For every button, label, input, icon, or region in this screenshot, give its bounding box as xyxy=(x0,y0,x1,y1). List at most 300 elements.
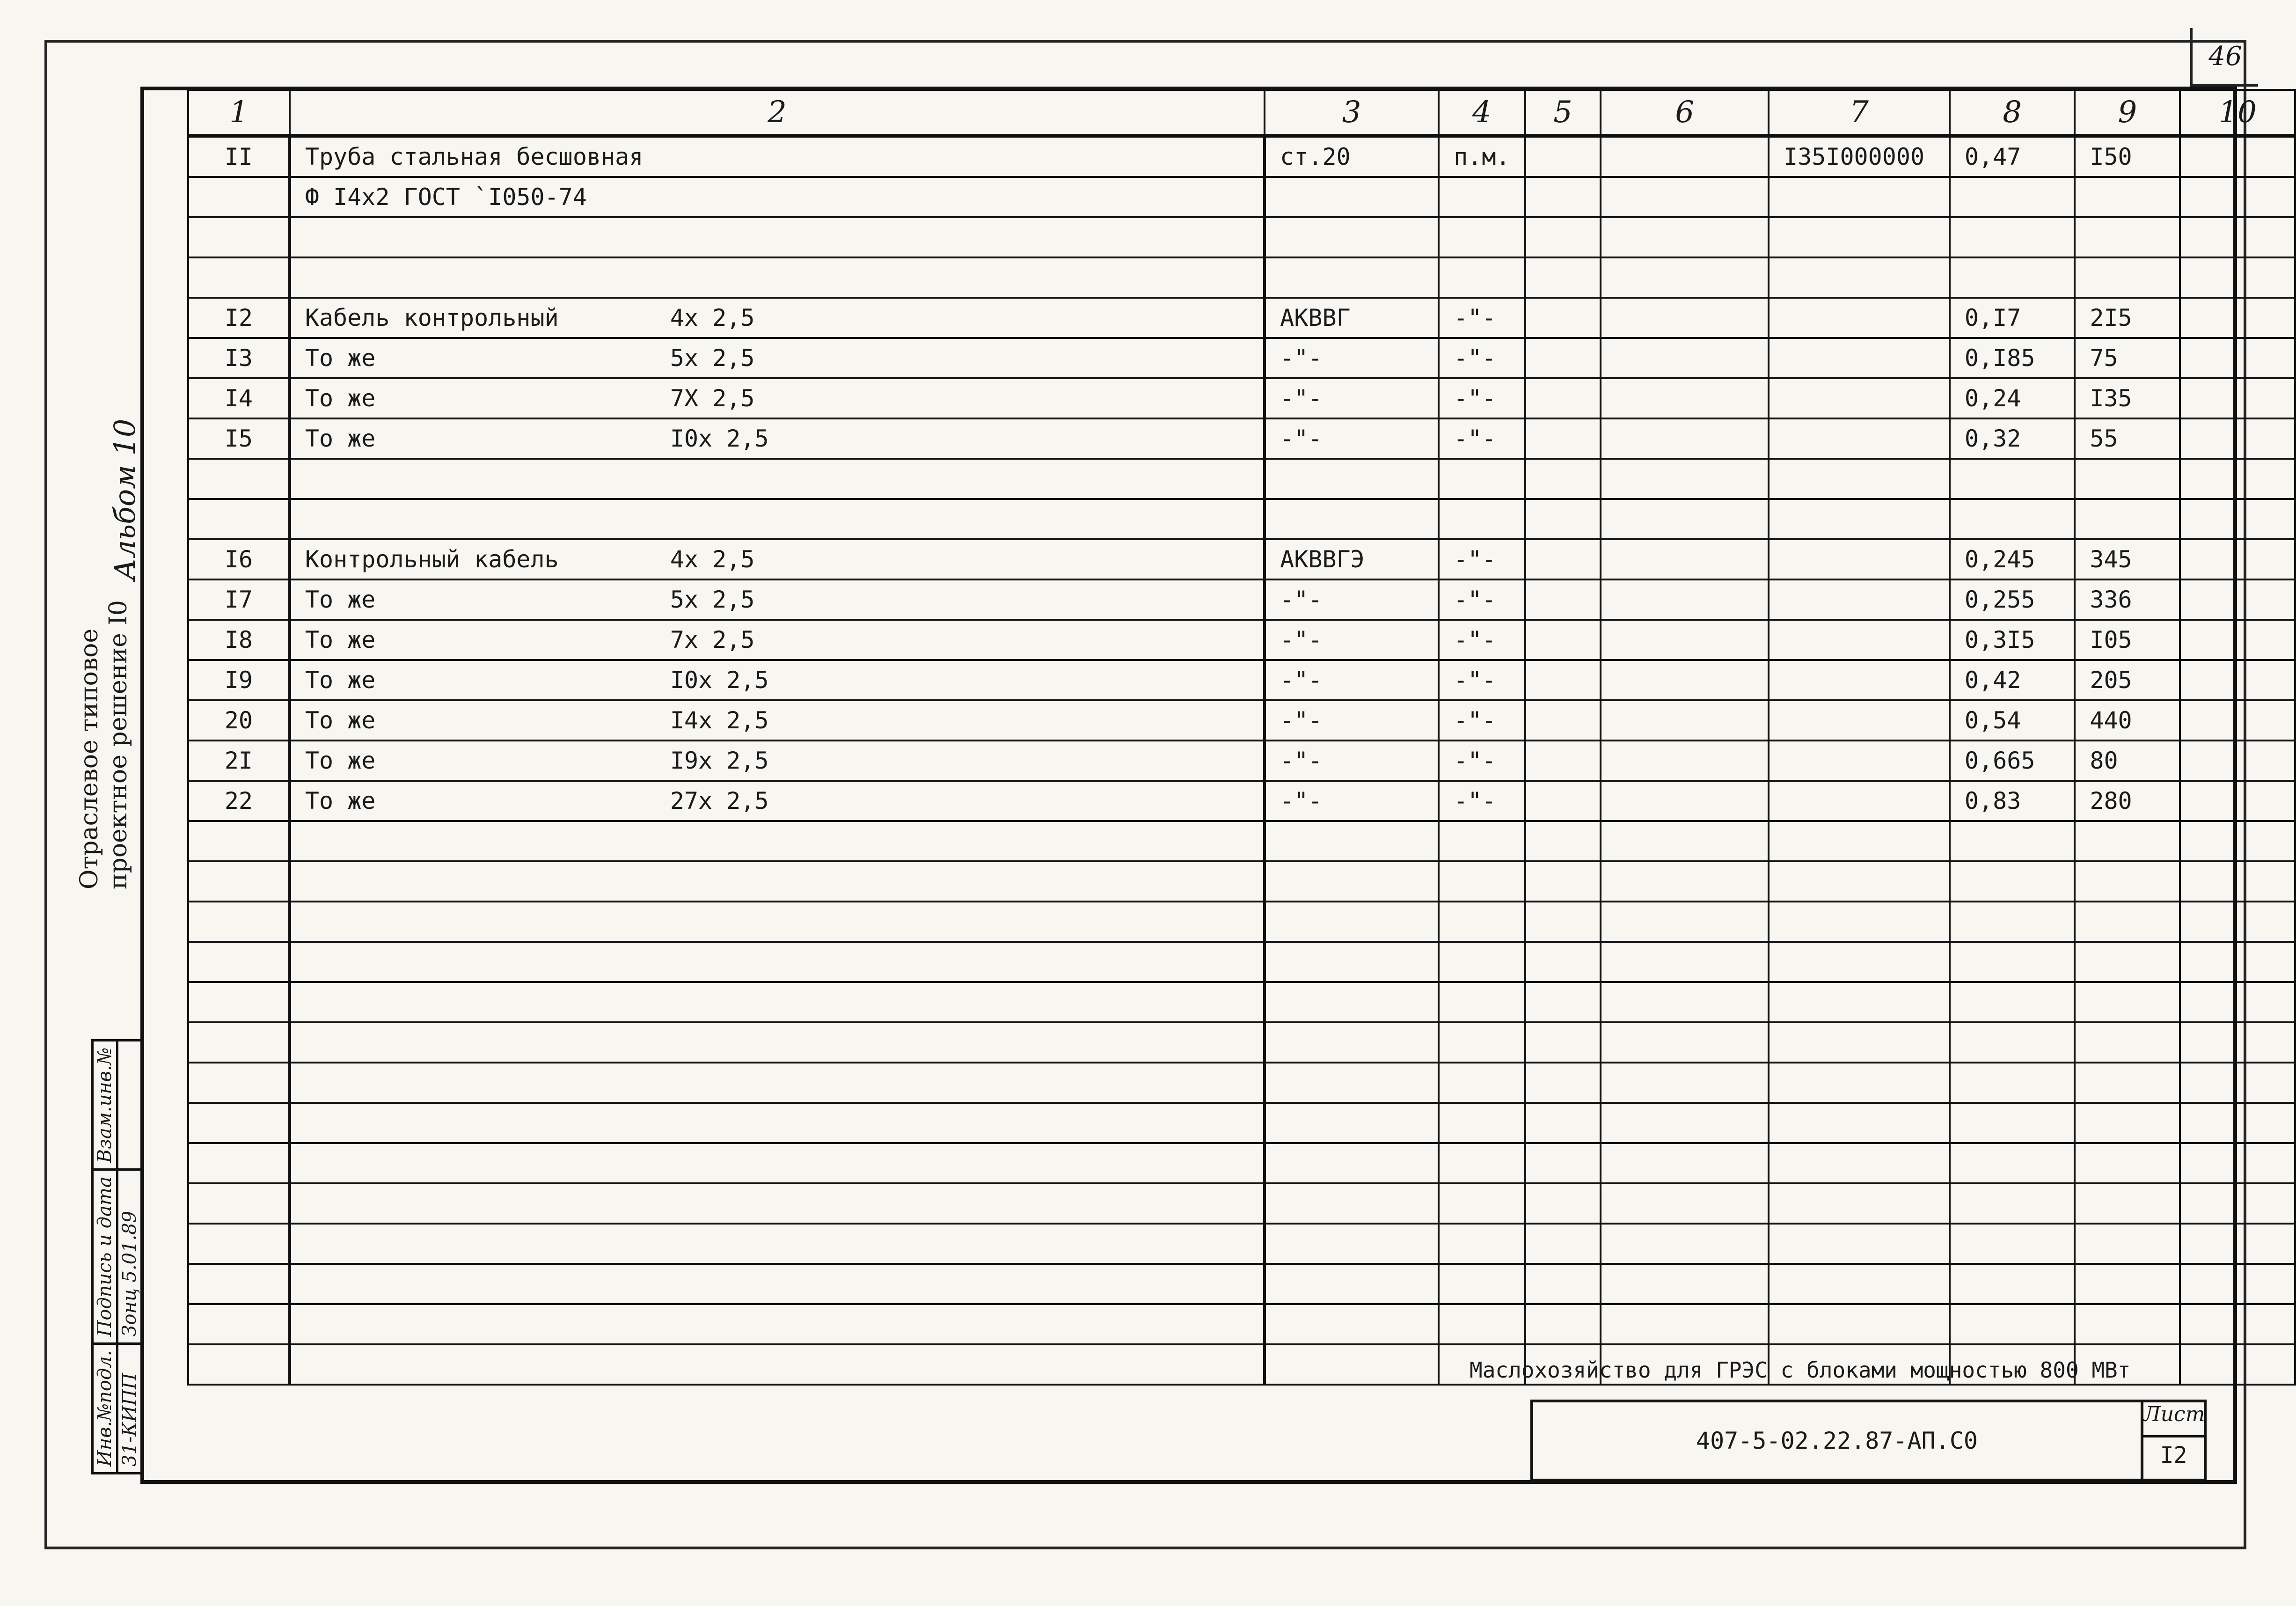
product-code xyxy=(1769,539,1950,579)
col-header-2: 2 xyxy=(290,90,1265,136)
empty-cell xyxy=(1769,821,1950,861)
empty-cell xyxy=(2075,1022,2180,1063)
unit xyxy=(1439,459,1525,499)
empty-cell xyxy=(2180,821,2295,861)
item-name: Труба стальная бесшовная xyxy=(305,143,643,170)
item-name: Кабель контрольный xyxy=(305,304,559,331)
item-name-cell xyxy=(290,620,1265,660)
unit: -"- xyxy=(1439,378,1525,418)
material-mark: ст.20 xyxy=(1265,136,1439,177)
product-code xyxy=(1769,459,1950,499)
column-5 xyxy=(1525,579,1601,620)
empty-cell xyxy=(1601,861,1769,902)
empty-cell xyxy=(188,902,290,942)
product-code xyxy=(1769,177,1950,217)
empty-cell xyxy=(2075,1224,2180,1264)
empty-cell xyxy=(1601,1304,1769,1344)
table-row xyxy=(188,257,2295,298)
item-size: 4x 2,5 xyxy=(670,304,755,331)
empty-cell xyxy=(1439,942,1525,982)
column-5 xyxy=(1525,781,1601,821)
unit xyxy=(1439,177,1525,217)
unit: -"- xyxy=(1439,620,1525,660)
row-number: II xyxy=(188,136,290,177)
material-mark: -"- xyxy=(1265,378,1439,418)
empty-cell xyxy=(2180,942,2295,982)
quantity: 55 xyxy=(2075,418,2180,459)
table-row xyxy=(188,620,2295,660)
empty-cell xyxy=(1265,1264,1439,1304)
empty-cell xyxy=(1769,982,1950,1022)
empty-cell xyxy=(1525,821,1601,861)
unit: -"- xyxy=(1439,741,1525,781)
sheet-number-box xyxy=(2143,1400,2207,1481)
empty-table-row xyxy=(188,1304,2295,1344)
quantity: I05 xyxy=(2075,620,2180,660)
product-code xyxy=(1769,660,1950,700)
empty-cell xyxy=(188,982,290,1022)
empty-cell xyxy=(1265,982,1439,1022)
item-size: I4x 2,5 xyxy=(670,707,769,734)
empty-cell xyxy=(1950,902,2075,942)
material-mark: -"- xyxy=(1265,660,1439,700)
empty-cell xyxy=(1950,982,2075,1022)
item-name: Ф I4x2 ГОСТ `I050-74 xyxy=(305,183,587,211)
empty-cell xyxy=(188,861,290,902)
column-6 xyxy=(1601,620,1769,660)
product-code: I35I000000 xyxy=(1769,136,1950,177)
quantity: 336 xyxy=(2075,579,2180,620)
column-6 xyxy=(1601,298,1769,338)
stamp-replace-label: Взам.инв.№ xyxy=(93,1041,117,1170)
empty-cell xyxy=(290,1183,1265,1224)
empty-cell xyxy=(1525,1143,1601,1183)
column-10 xyxy=(2180,378,2295,418)
empty-cell xyxy=(1769,1224,1950,1264)
empty-cell xyxy=(1525,942,1601,982)
quantity xyxy=(2075,177,2180,217)
row-number: I8 xyxy=(188,620,290,660)
empty-cell xyxy=(2180,1183,2295,1224)
unit-mass xyxy=(1950,499,2075,539)
empty-cell xyxy=(2075,1264,2180,1304)
empty-cell xyxy=(1439,821,1525,861)
item-name: То же xyxy=(305,667,376,694)
column-6 xyxy=(1601,177,1769,217)
empty-cell xyxy=(2180,1103,2295,1143)
table-row xyxy=(188,539,2295,579)
product-code xyxy=(1769,741,1950,781)
quantity: 345 xyxy=(2075,539,2180,579)
unit-mass: 0,54 xyxy=(1950,700,2075,741)
unit: -"- xyxy=(1439,418,1525,459)
empty-table-row xyxy=(188,1224,2295,1264)
empty-cell xyxy=(290,1103,1265,1143)
unit: -"- xyxy=(1439,298,1525,338)
unit xyxy=(1439,217,1525,257)
empty-cell xyxy=(1525,1264,1601,1304)
row-number: 2I xyxy=(188,741,290,781)
material-mark xyxy=(1265,257,1439,298)
column-10 xyxy=(2180,177,2295,217)
column-6 xyxy=(1601,459,1769,499)
unit-mass xyxy=(1950,217,2075,257)
table-row xyxy=(188,499,2295,539)
empty-cell xyxy=(1265,942,1439,982)
unit-mass xyxy=(1950,257,2075,298)
row-number: I5 xyxy=(188,418,290,459)
unit: -"- xyxy=(1439,781,1525,821)
empty-cell xyxy=(2075,1063,2180,1103)
empty-cell xyxy=(188,1103,290,1143)
unit xyxy=(1439,257,1525,298)
column-10 xyxy=(2180,700,2295,741)
empty-cell xyxy=(1525,1304,1601,1344)
empty-table-row xyxy=(188,1103,2295,1143)
empty-cell xyxy=(2180,1344,2295,1385)
specification-table xyxy=(187,89,2296,1386)
empty-cell xyxy=(1769,1022,1950,1063)
empty-cell xyxy=(1439,1183,1525,1224)
column-5 xyxy=(1525,459,1601,499)
unit-mass: 0,255 xyxy=(1950,579,2075,620)
product-code xyxy=(1769,217,1950,257)
material-mark xyxy=(1265,459,1439,499)
empty-cell xyxy=(1769,1183,1950,1224)
side-title-line2: проектное решение I0 xyxy=(104,600,132,889)
empty-cell xyxy=(2075,1183,2180,1224)
unit-mass: 0,24 xyxy=(1950,378,2075,418)
table-row xyxy=(188,136,2295,177)
table-row xyxy=(188,700,2295,741)
item-name-wrap xyxy=(305,546,1249,573)
column-10 xyxy=(2180,418,2295,459)
empty-cell xyxy=(1525,1022,1601,1063)
empty-cell xyxy=(290,982,1265,1022)
column-6 xyxy=(1601,781,1769,821)
col-header-3: 3 xyxy=(1265,90,1439,136)
empty-cell xyxy=(188,1022,290,1063)
empty-cell xyxy=(290,1143,1265,1183)
empty-cell xyxy=(1439,982,1525,1022)
empty-cell xyxy=(2180,861,2295,902)
empty-cell xyxy=(290,942,1265,982)
item-size: I0x 2,5 xyxy=(670,425,769,452)
unit: -"- xyxy=(1439,338,1525,378)
col-header-4: 4 xyxy=(1439,90,1525,136)
empty-cell xyxy=(1439,1224,1525,1264)
table-row xyxy=(188,579,2295,620)
empty-cell xyxy=(188,1224,290,1264)
stamp-sign-value: Зонц 5.01.89 xyxy=(117,1170,142,1343)
unit-mass: 0,I7 xyxy=(1950,298,2075,338)
column-10 xyxy=(2180,257,2295,298)
empty-cell xyxy=(1769,1264,1950,1304)
item-name-cell xyxy=(290,378,1265,418)
table-row xyxy=(188,217,2295,257)
unit: -"- xyxy=(1439,579,1525,620)
empty-cell xyxy=(2075,982,2180,1022)
item-name: То же xyxy=(305,747,376,774)
empty-cell xyxy=(290,1344,1265,1385)
column-6 xyxy=(1601,217,1769,257)
column-5 xyxy=(1525,700,1601,741)
column-5 xyxy=(1525,257,1601,298)
side-title-line1: Отраслевое типовое xyxy=(75,628,103,889)
stamp-replace-value xyxy=(117,1041,142,1170)
empty-cell xyxy=(1769,1103,1950,1143)
row-number xyxy=(188,257,290,298)
material-mark xyxy=(1265,177,1439,217)
material-mark: -"- xyxy=(1265,620,1439,660)
column-5 xyxy=(1525,741,1601,781)
stamp-sign-label: Подпись и дата xyxy=(93,1170,117,1343)
item-name-cell xyxy=(290,741,1265,781)
empty-cell xyxy=(1950,1143,2075,1183)
empty-cell xyxy=(2075,902,2180,942)
empty-cell xyxy=(290,902,1265,942)
column-5 xyxy=(1525,136,1601,177)
row-number: I4 xyxy=(188,378,290,418)
empty-table-row xyxy=(188,861,2295,902)
empty-table-row xyxy=(188,1183,2295,1224)
unit: -"- xyxy=(1439,539,1525,579)
column-6 xyxy=(1601,499,1769,539)
column-10 xyxy=(2180,741,2295,781)
row-number xyxy=(188,459,290,499)
item-name-cell xyxy=(290,660,1265,700)
product-code xyxy=(1769,338,1950,378)
row-number xyxy=(188,499,290,539)
column-5 xyxy=(1525,338,1601,378)
item-name-wrap xyxy=(305,586,1249,613)
empty-cell xyxy=(290,1063,1265,1103)
item-name-cell xyxy=(290,418,1265,459)
empty-cell xyxy=(2075,942,2180,982)
col-header-9: 9 xyxy=(2075,90,2180,136)
item-size: I0x 2,5 xyxy=(670,667,769,694)
material-mark: -"- xyxy=(1265,781,1439,821)
row-number: 22 xyxy=(188,781,290,821)
column-6 xyxy=(1601,741,1769,781)
empty-cell xyxy=(2180,902,2295,942)
col-header-6: 6 xyxy=(1601,90,1769,136)
product-code xyxy=(1769,579,1950,620)
unit: -"- xyxy=(1439,660,1525,700)
item-size: I9x 2,5 xyxy=(670,747,769,774)
approval-stamp xyxy=(91,1039,143,1474)
empty-cell xyxy=(1601,1063,1769,1103)
column-5 xyxy=(1525,499,1601,539)
table-row xyxy=(188,660,2295,700)
column-6 xyxy=(1601,257,1769,298)
empty-cell xyxy=(1439,861,1525,902)
col-header-10: 10 xyxy=(2180,90,2295,136)
column-10 xyxy=(2180,136,2295,177)
product-code xyxy=(1769,418,1950,459)
empty-cell xyxy=(290,1264,1265,1304)
material-mark: -"- xyxy=(1265,338,1439,378)
empty-cell xyxy=(1265,902,1439,942)
material-mark: -"- xyxy=(1265,418,1439,459)
product-code xyxy=(1769,257,1950,298)
stamp-inv-label: Инв.№подл. xyxy=(93,1343,117,1473)
empty-cell xyxy=(188,1143,290,1183)
item-name: То же xyxy=(305,626,376,653)
unit-mass xyxy=(1950,177,2075,217)
empty-cell xyxy=(1265,1304,1439,1344)
table-row xyxy=(188,338,2295,378)
empty-cell xyxy=(1950,1183,2075,1224)
column-5 xyxy=(1525,378,1601,418)
item-name-wrap xyxy=(305,626,1249,653)
column-6 xyxy=(1601,700,1769,741)
table-row xyxy=(188,741,2295,781)
item-name-cell xyxy=(290,217,1265,257)
item-name-cell xyxy=(290,499,1265,539)
product-code xyxy=(1769,620,1950,660)
empty-cell xyxy=(1601,942,1769,982)
quantity xyxy=(2075,217,2180,257)
row-number xyxy=(188,217,290,257)
column-5 xyxy=(1525,298,1601,338)
column-10 xyxy=(2180,459,2295,499)
empty-cell xyxy=(1265,1143,1439,1183)
empty-cell xyxy=(290,1022,1265,1063)
product-code xyxy=(1769,781,1950,821)
column-6 xyxy=(1601,136,1769,177)
table-row xyxy=(188,378,2295,418)
empty-cell xyxy=(1265,1022,1439,1063)
unit xyxy=(1439,499,1525,539)
product-code xyxy=(1769,298,1950,338)
empty-cell xyxy=(1601,1264,1769,1304)
empty-cell xyxy=(290,1304,1265,1344)
quantity xyxy=(2075,499,2180,539)
quantity: I35 xyxy=(2075,378,2180,418)
column-6 xyxy=(1601,579,1769,620)
item-name-cell xyxy=(290,257,1265,298)
col-header-7: 7 xyxy=(1769,90,1950,136)
product-code xyxy=(1769,499,1950,539)
item-name: То же xyxy=(305,385,376,412)
item-name-wrap xyxy=(305,304,1249,331)
item-name-wrap xyxy=(305,143,1249,170)
empty-cell xyxy=(1601,1183,1769,1224)
column-5 xyxy=(1525,539,1601,579)
item-size: 5x 2,5 xyxy=(670,586,755,613)
empty-cell xyxy=(1950,1103,2075,1143)
column-6 xyxy=(1601,539,1769,579)
product-code xyxy=(1769,700,1950,741)
sheet-label: Лист xyxy=(2143,1402,2204,1437)
column-10 xyxy=(2180,579,2295,620)
item-name: То же xyxy=(305,707,376,734)
empty-cell xyxy=(2180,982,2295,1022)
row-number: 20 xyxy=(188,700,290,741)
column-10 xyxy=(2180,620,2295,660)
table-row xyxy=(188,459,2295,499)
item-name-wrap xyxy=(305,787,1249,814)
table-row xyxy=(188,781,2295,821)
material-mark: АКВВГ xyxy=(1265,298,1439,338)
empty-cell xyxy=(1265,1183,1439,1224)
row-number: I2 xyxy=(188,298,290,338)
empty-cell xyxy=(2075,1103,2180,1143)
empty-cell xyxy=(2075,1143,2180,1183)
table-row xyxy=(188,298,2295,338)
empty-cell xyxy=(2180,1063,2295,1103)
empty-cell xyxy=(1439,1143,1525,1183)
empty-cell xyxy=(1769,861,1950,902)
empty-cell xyxy=(1265,861,1439,902)
empty-cell xyxy=(2075,821,2180,861)
product-code xyxy=(1769,378,1950,418)
item-name-cell xyxy=(290,459,1265,499)
quantity xyxy=(2075,257,2180,298)
empty-cell xyxy=(1950,1264,2075,1304)
column-10 xyxy=(2180,499,2295,539)
quantity: 2I5 xyxy=(2075,298,2180,338)
empty-cell xyxy=(1439,902,1525,942)
empty-cell xyxy=(1950,1304,2075,1344)
empty-cell xyxy=(1601,1103,1769,1143)
column-5 xyxy=(1525,620,1601,660)
row-number: I3 xyxy=(188,338,290,378)
item-name-wrap xyxy=(305,183,1249,211)
unit-mass: 0,32 xyxy=(1950,418,2075,459)
item-name-cell xyxy=(290,177,1265,217)
empty-cell xyxy=(1769,1143,1950,1183)
empty-cell xyxy=(1439,1063,1525,1103)
column-6 xyxy=(1601,660,1769,700)
empty-cell xyxy=(1265,821,1439,861)
material-mark: АКВВГЭ xyxy=(1265,539,1439,579)
quantity: 80 xyxy=(2075,741,2180,781)
column-6 xyxy=(1601,338,1769,378)
empty-cell xyxy=(2180,1143,2295,1183)
empty-cell xyxy=(1525,1224,1601,1264)
empty-cell xyxy=(1439,1264,1525,1304)
empty-cell xyxy=(1769,902,1950,942)
empty-cell xyxy=(1601,1224,1769,1264)
empty-cell xyxy=(1601,821,1769,861)
item-size: 27x 2,5 xyxy=(670,787,769,814)
unit-mass: 0,3I5 xyxy=(1950,620,2075,660)
item-size: 7x 2,5 xyxy=(670,626,755,653)
unit-mass: 0,I85 xyxy=(1950,338,2075,378)
empty-cell xyxy=(188,1304,290,1344)
column-10 xyxy=(2180,298,2295,338)
empty-cell xyxy=(1601,902,1769,942)
item-size: 4x 2,5 xyxy=(670,546,755,573)
empty-cell xyxy=(2180,1224,2295,1264)
item-name-wrap xyxy=(305,667,1249,694)
empty-cell xyxy=(2180,1304,2295,1344)
column-10 xyxy=(2180,217,2295,257)
material-mark xyxy=(1265,499,1439,539)
item-name-cell xyxy=(290,298,1265,338)
column-5 xyxy=(1525,217,1601,257)
column-5 xyxy=(1525,418,1601,459)
quantity: 75 xyxy=(2075,338,2180,378)
empty-cell xyxy=(1439,1304,1525,1344)
quantity: 205 xyxy=(2075,660,2180,700)
quantity: 440 xyxy=(2075,700,2180,741)
empty-table-row xyxy=(188,821,2295,861)
item-name-wrap xyxy=(305,385,1249,412)
empty-cell xyxy=(1601,1022,1769,1063)
